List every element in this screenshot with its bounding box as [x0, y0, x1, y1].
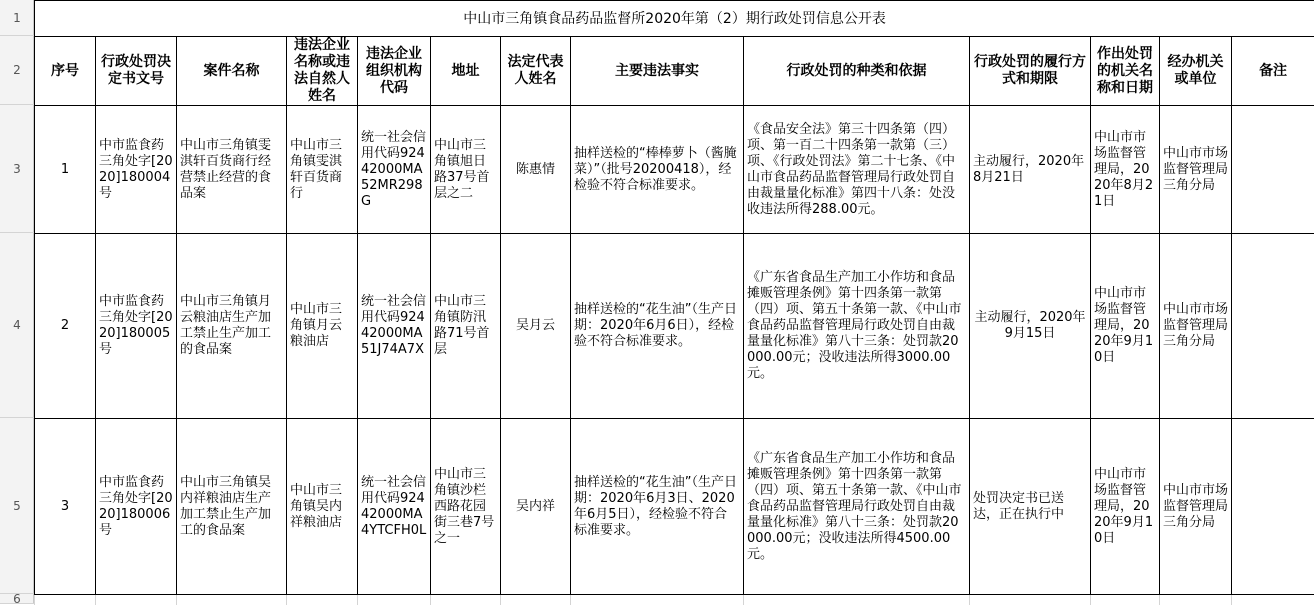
cell-unit[interactable]: 中山市市场监督管理局三角分局	[1160, 419, 1232, 595]
row-number[interactable]: 5	[0, 418, 34, 594]
empty-cell[interactable]	[970, 595, 1091, 605]
cell-address[interactable]: 中山市三角镇防汛路71号首层	[431, 234, 501, 419]
cell-unit[interactable]: 中山市市场监督管理局三角分局	[1160, 234, 1232, 419]
table-row	[35, 419, 1314, 595]
cell-code[interactable]: 统一社会信用代码92442000MA51J74A7X	[358, 234, 431, 419]
cell-facts[interactable]: 抽样送检的“花生油”（生产日期：2020年6月6日），经检验不符合标准要求。	[571, 234, 744, 419]
header-cell[interactable]: 行政处罚的种类和依据	[744, 37, 970, 106]
row-number[interactable]: 6	[0, 594, 34, 604]
cell-basis[interactable]: 《食品安全法》第三十四条第（四）项、第一百二十四条第一款第（三）项、《行政处罚法》第二十七条、《中山市食品药品监督管理局行政处罚自由裁量量化标准》第四十八条：处没收违法所得288.00元。	[744, 106, 970, 234]
header-cell[interactable]: 行政处罚的履行方式和期限	[970, 37, 1091, 106]
empty-cell[interactable]	[1160, 595, 1232, 605]
cell-representative[interactable]: 陈惠情	[501, 106, 571, 234]
header-cell[interactable]: 经办机关或单位	[1160, 37, 1232, 106]
cell-code[interactable]: 统一社会信用代码92442000MA52MR298G	[358, 106, 431, 234]
empty-cell[interactable]	[431, 595, 501, 605]
row-number[interactable]: 3	[0, 105, 34, 233]
header-cell[interactable]: 行政处罚决定书文号	[96, 37, 177, 106]
cell-org-date[interactable]: 中山市市场监督管理局，2020年9月10日	[1091, 234, 1160, 419]
cell-address[interactable]: 中山市三角镇沙栏西路花园街三巷7号之一	[431, 419, 501, 595]
empty-cell[interactable]	[35, 595, 96, 605]
empty-cell[interactable]	[287, 595, 358, 605]
cell-method[interactable]: 主动履行，2020年8月21日	[970, 106, 1091, 234]
cell-party[interactable]: 中山市三角镇雯淇轩百货商行	[287, 106, 358, 234]
header-cell[interactable]: 违法企业组织机构代码	[358, 37, 431, 106]
row-number[interactable]: 1	[0, 0, 34, 36]
cell-party[interactable]: 中山市三角镇吴内祥粮油店	[287, 419, 358, 595]
header-cell[interactable]: 地址	[431, 37, 501, 106]
cell-method[interactable]: 处罚决定书已送达，正在执行中	[970, 419, 1091, 595]
cell-basis[interactable]: 《广东省食品生产加工小作坊和食品摊贩管理条例》第十四条第一款第（四）项、第五十条第一款、《中山市食品药品监督管理局行政处罚自由裁量量化标准》第八十三条：处罚款20000.00元；没收违法所得4500.00元。	[744, 419, 970, 595]
cell-org-date[interactable]: 中山市市场监督管理局，2020年9月10日	[1091, 419, 1160, 595]
row-number[interactable]: 2	[0, 36, 34, 105]
header-cell[interactable]: 法定代表人姓名	[501, 37, 571, 106]
cell-address[interactable]: 中山市三角镇旭日路37号首层之二	[431, 106, 501, 234]
cell-party[interactable]: 中山市三角镇月云粮油店	[287, 234, 358, 419]
empty-row	[35, 595, 1314, 605]
header-row	[35, 37, 1314, 106]
empty-cell[interactable]	[744, 595, 970, 605]
cell-case[interactable]: 中山市三角镇吴内祥粮油店生产加工禁止生产加工的食品案	[177, 419, 287, 595]
cell-facts[interactable]: 抽样送检的“花生油”（生产日期：2020年6月3日、2020年6月5日），经检验不符合标准要求。	[571, 419, 744, 595]
empty-cell[interactable]	[571, 595, 744, 605]
empty-cell[interactable]	[1091, 595, 1160, 605]
cell-note[interactable]	[1232, 106, 1314, 234]
cell-unit[interactable]: 中山市市场监督管理局三角分局	[1160, 106, 1232, 234]
header-cell[interactable]: 序号	[35, 37, 96, 106]
table-row	[35, 234, 1314, 419]
cell-basis[interactable]: 《广东省食品生产加工小作坊和食品摊贩管理条例》第十四条第一款第（四）项、第五十条第一款、《中山市食品药品监督管理局行政处罚自由裁量量化标准》第八十三条：处罚款20000.00元；没收违法所得3000.00元。	[744, 234, 970, 419]
cell-code[interactable]: 统一社会信用代码92442000MA4YTCFH0L	[358, 419, 431, 595]
penalty-table	[34, 0, 1314, 605]
cell-no[interactable]: 1	[35, 106, 96, 234]
row-header-column	[0, 0, 34, 604]
cell-case[interactable]: 中山市三角镇月云粮油店生产加工禁止生产加工的食品案	[177, 234, 287, 419]
cell-method[interactable]: 主动履行，2020年9月15日	[970, 234, 1091, 419]
empty-cell[interactable]	[501, 595, 571, 605]
cell-representative[interactable]: 吴月云	[501, 234, 571, 419]
empty-cell[interactable]	[358, 595, 431, 605]
empty-cell[interactable]	[177, 595, 287, 605]
cell-note[interactable]	[1232, 419, 1314, 595]
cell-doc[interactable]: 中市监食药三角处字[2020]180006号	[96, 419, 177, 595]
cell-doc[interactable]: 中市监食药三角处字[2020]180004号	[96, 106, 177, 234]
table-row	[35, 106, 1314, 234]
header-cell[interactable]: 违法企业名称或违法自然人姓名	[287, 37, 358, 106]
row-number[interactable]: 4	[0, 233, 34, 418]
cell-case[interactable]: 中山市三角镇雯淇轩百货商行经营禁止经营的食品案	[177, 106, 287, 234]
header-cell[interactable]: 主要违法事实	[571, 37, 744, 106]
empty-cell[interactable]	[96, 595, 177, 605]
header-cell[interactable]: 案件名称	[177, 37, 287, 106]
header-cell[interactable]: 备注	[1232, 37, 1314, 106]
table-title[interactable]: 中山市三角镇食品药品监督所2020年第（2）期行政处罚信息公开表	[35, 1, 1314, 37]
cell-org-date[interactable]: 中山市市场监督管理局，2020年8月21日	[1091, 106, 1160, 234]
cell-doc[interactable]: 中市监食药三角处字[2020]180005号	[96, 234, 177, 419]
cell-representative[interactable]: 吴内祥	[501, 419, 571, 595]
cell-note[interactable]	[1232, 234, 1314, 419]
cell-facts[interactable]: 抽样送检的“棒棒萝卜（酱腌菜）”（批号20200418），经检验不符合标准要求。	[571, 106, 744, 234]
cell-no[interactable]: 3	[35, 419, 96, 595]
empty-cell[interactable]	[1232, 595, 1314, 605]
header-cell[interactable]: 作出处罚的机关名称和日期	[1091, 37, 1160, 106]
cell-no[interactable]: 2	[35, 234, 96, 419]
